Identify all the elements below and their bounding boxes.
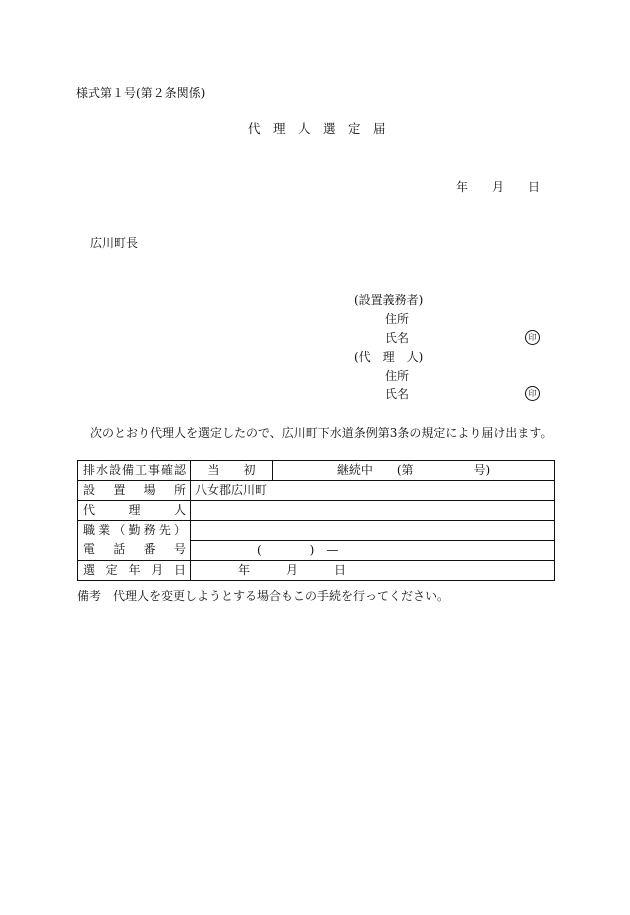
cell-agent xyxy=(191,501,555,521)
cell-phone: ( ) — xyxy=(191,541,555,561)
table-row xyxy=(78,461,555,481)
agent-heading: (代 理 人) xyxy=(354,350,424,364)
obligor-heading: (設置義務者) xyxy=(354,293,424,307)
cell-continuing: 継続中 (第 号) xyxy=(273,461,555,481)
label-agent: 代理人 xyxy=(78,501,191,521)
label-drainage-confirmation: 排水設備工事確認 xyxy=(78,461,191,481)
cell-initial: 当 初 xyxy=(191,461,273,481)
cell-installation-location: 八女郡広川町 xyxy=(191,481,555,501)
agent-name-label: 氏名 xyxy=(385,387,410,401)
statement: 次のとおり代理人を選定したので、広川町下水道条例第3条の規定により届け出ます。 xyxy=(90,426,553,440)
label-installation-location: 設置場所 xyxy=(78,481,191,501)
agent-address-label: 住所 xyxy=(385,369,410,383)
registration-table xyxy=(77,460,555,581)
label-phone: 電話番号 xyxy=(83,542,186,556)
addressee: 広川町長 xyxy=(90,236,139,250)
table-row xyxy=(78,501,555,521)
label-selection-date: 選定年月日 xyxy=(78,561,191,581)
note: 備考 代理人を変更しようとする場合もこの手続を行ってください。 xyxy=(77,589,450,603)
cell-occupation xyxy=(191,521,555,541)
agent-seal-icon: 印 xyxy=(525,386,540,401)
cell-selection-date: 年 月 日 xyxy=(191,561,555,581)
table-row xyxy=(78,521,555,541)
label-occupation-phone xyxy=(78,521,191,561)
form-number: 様式第１号(第２条関係) xyxy=(76,86,206,100)
table-row xyxy=(78,561,555,581)
obligor-name-label: 氏名 xyxy=(385,331,410,345)
document-title: 代 理 人 選 定 届 xyxy=(248,121,386,136)
table-row xyxy=(78,481,555,501)
date-line: 年 月 日 xyxy=(456,180,541,194)
obligor-seal-icon: 印 xyxy=(525,330,540,345)
label-occupation: 職業（勤務先） xyxy=(83,523,186,537)
obligor-address-label: 住所 xyxy=(385,312,410,326)
